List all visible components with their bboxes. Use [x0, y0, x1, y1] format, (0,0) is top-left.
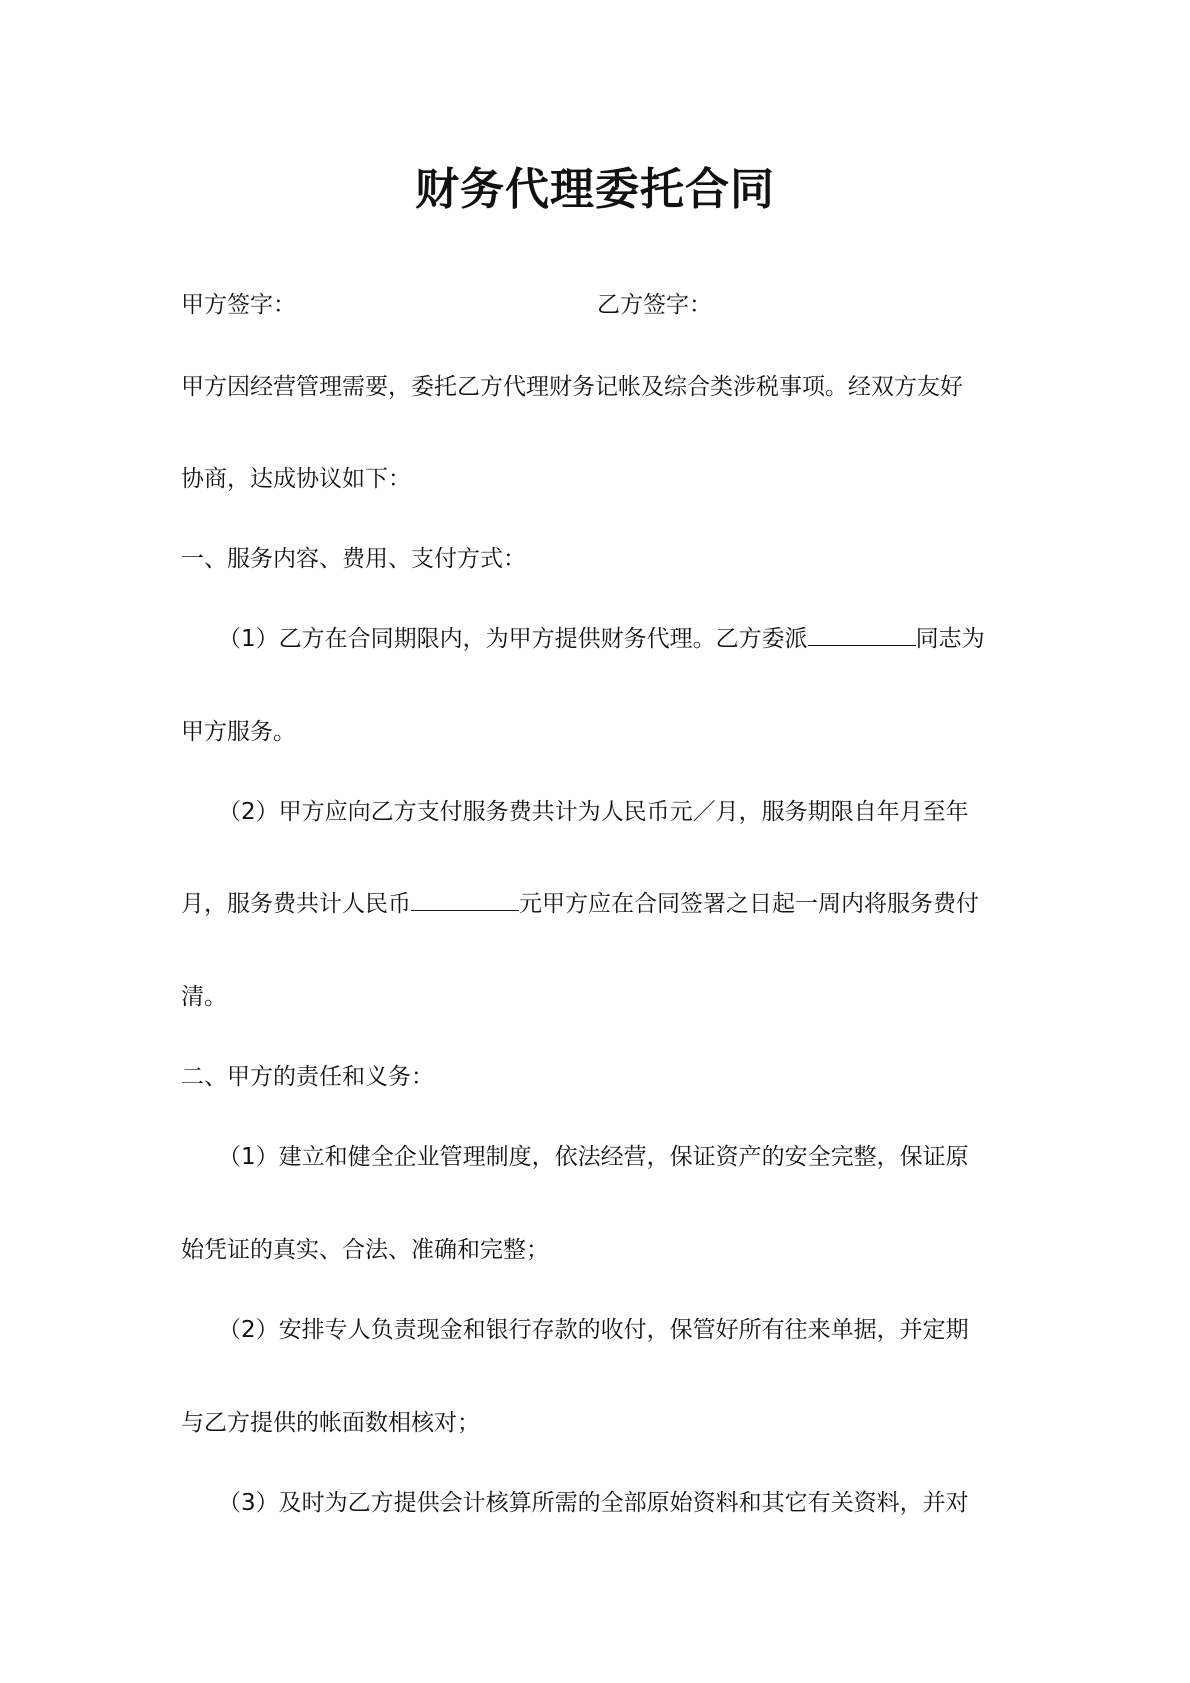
section-2-item-3-line-1: （3）及时为乙方提供会计核算所需的全部原始资料和其它有关资料，并对	[218, 1490, 969, 1516]
section-1-item-2-line-2	[181, 887, 979, 921]
fill-in-blank	[808, 623, 916, 646]
section-2-item-1-line-1: （1）建立和健全企业管理制度，依法经营，保证资产的安全完整，保证原	[218, 1144, 969, 1170]
fill-in-blank	[411, 888, 519, 911]
section-1-item-1-text-b: 同志为	[915, 626, 985, 652]
section-2-item-2-line-2: 与乙方提供的帐面数相核对；	[181, 1410, 480, 1436]
section-1-heading: 一、服务内容、费用、支付方式：	[181, 546, 526, 572]
section-2-item-1-line-2: 始凭证的真实、合法、准确和完整；	[181, 1237, 549, 1263]
section-1-item-1-line-1	[218, 622, 985, 656]
section-2-item-2-line-1: （2）安排专人负责现金和银行存款的收付，保管好所有往来单据，并定期	[218, 1317, 969, 1343]
section-1-item-1-line-2: 甲方服务。	[181, 719, 296, 745]
section-2-heading: 二、甲方的责任和义务：	[181, 1064, 434, 1090]
party-b-signature-label: 乙方签字：	[597, 292, 712, 318]
section-1-item-2-text-a: 月，服务费共计人民币	[181, 891, 411, 917]
party-a-signature-label: 甲方签字：	[181, 292, 296, 318]
section-1-item-2-line-3: 清。	[181, 984, 227, 1010]
section-1-item-2-line-1: （2）甲方应向乙方支付服务费共计为人民币元／月，服务期限自年月至年	[218, 799, 969, 825]
intro-line-1: 甲方因经营管理需要，委托乙方代理财务记帐及综合类涉税事项。经双方友好	[181, 374, 963, 400]
intro-line-2: 协商，达成协议如下：	[181, 466, 411, 492]
section-1-item-2-text-b: 元甲方应在合同签署之日起一周内将服务费付	[519, 891, 979, 917]
section-1-item-1-text-a: （1）乙方在合同期限内，为甲方提供财务代理。乙方委派	[218, 626, 808, 652]
document-title: 财务代理委托合同	[415, 164, 775, 215]
